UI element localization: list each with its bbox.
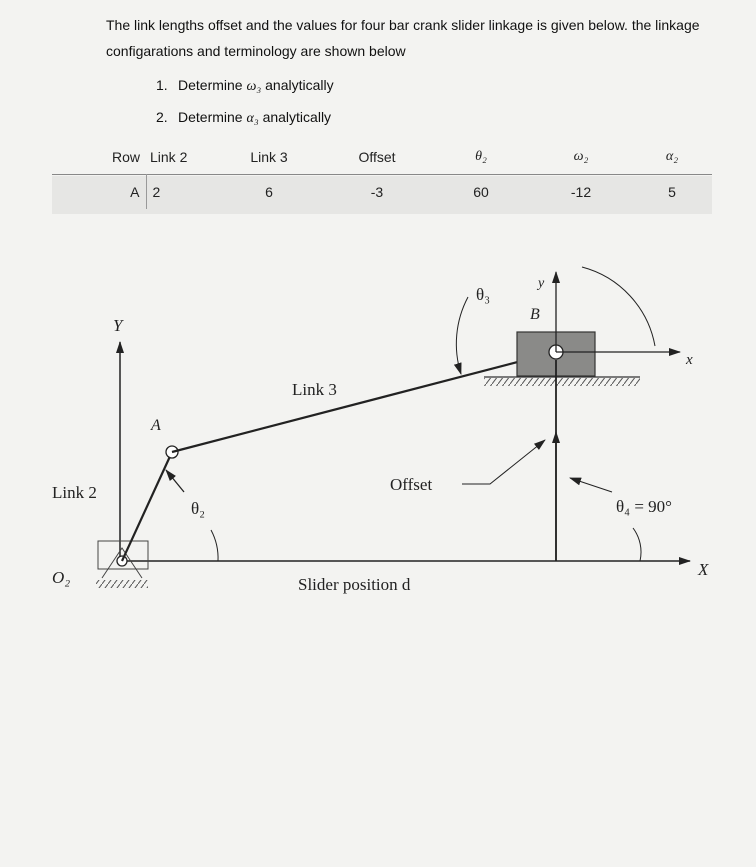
table-header-row — [52, 140, 712, 175]
cell-row: A — [130, 184, 140, 200]
header-offset: Offset — [358, 149, 396, 165]
y-axis-label: Y — [113, 316, 123, 335]
task-symbol: α₃ — [246, 111, 259, 126]
local-y-label: y — [538, 276, 545, 291]
task-item-1 — [156, 70, 334, 102]
theta2-arrow — [166, 470, 184, 492]
o2-label: O₂ — [52, 568, 71, 587]
point-a-label: A — [151, 417, 161, 434]
theta2-label: θ₂ — [191, 499, 206, 518]
cell-link2: 2 — [146, 175, 216, 210]
problem-intro: The link lengths offset and the values for four bar crank slider linkage is given below. the linkage configarations and terminology are shown below — [106, 17, 700, 59]
offset-leader — [462, 440, 545, 484]
task-text: Determine — [178, 109, 247, 125]
task-list — [156, 70, 334, 134]
link3-bar — [172, 352, 556, 452]
x-axis-label: X — [698, 560, 709, 579]
point-b-label: B — [530, 306, 540, 323]
ground-hatch-left — [96, 580, 148, 588]
theta3-arc — [456, 297, 468, 374]
table-row — [52, 175, 712, 210]
local-x-label: x — [686, 352, 693, 368]
theta4-label: θ₄ = 90° — [616, 497, 672, 516]
task-text-end: analytically — [261, 77, 334, 93]
task-text: Determine — [178, 77, 247, 93]
parameter-table — [52, 140, 712, 209]
theta4-arc — [633, 528, 641, 561]
theta2-arc — [211, 530, 218, 561]
header-alpha2: α₂ — [665, 149, 679, 164]
cell-theta2: 60 — [473, 184, 489, 200]
task-text-end: analytically — [258, 109, 332, 125]
link3-label: Link 3 — [292, 380, 337, 399]
task-symbol: ω₃ — [246, 79, 262, 94]
slider-position-label: Slider position d — [298, 575, 411, 594]
header-link3: Link 3 — [250, 149, 288, 165]
cell-alpha2: 5 — [668, 184, 676, 200]
link2-label: Link 2 — [52, 483, 97, 502]
task-number: 1. — [156, 77, 168, 93]
cell-link3: 6 — [265, 184, 273, 200]
cell-offset: -3 — [370, 184, 384, 200]
header-row: Row — [111, 149, 140, 165]
offset-label: Offset — [390, 475, 433, 494]
slider-crank-diagram — [0, 240, 756, 620]
theta4-leader — [570, 478, 612, 492]
cell-omega2: -12 — [570, 184, 592, 200]
task-number: 2. — [156, 109, 168, 125]
slider-guide-hatch — [484, 378, 640, 386]
link2-bar — [122, 452, 172, 561]
theta3-label: θ₃ — [476, 285, 491, 304]
header-link2: Link 2 — [150, 149, 188, 165]
header-omega2: ω₂ — [573, 149, 589, 164]
header-theta2: θ₂ — [475, 149, 487, 164]
task-item-2 — [156, 102, 334, 134]
